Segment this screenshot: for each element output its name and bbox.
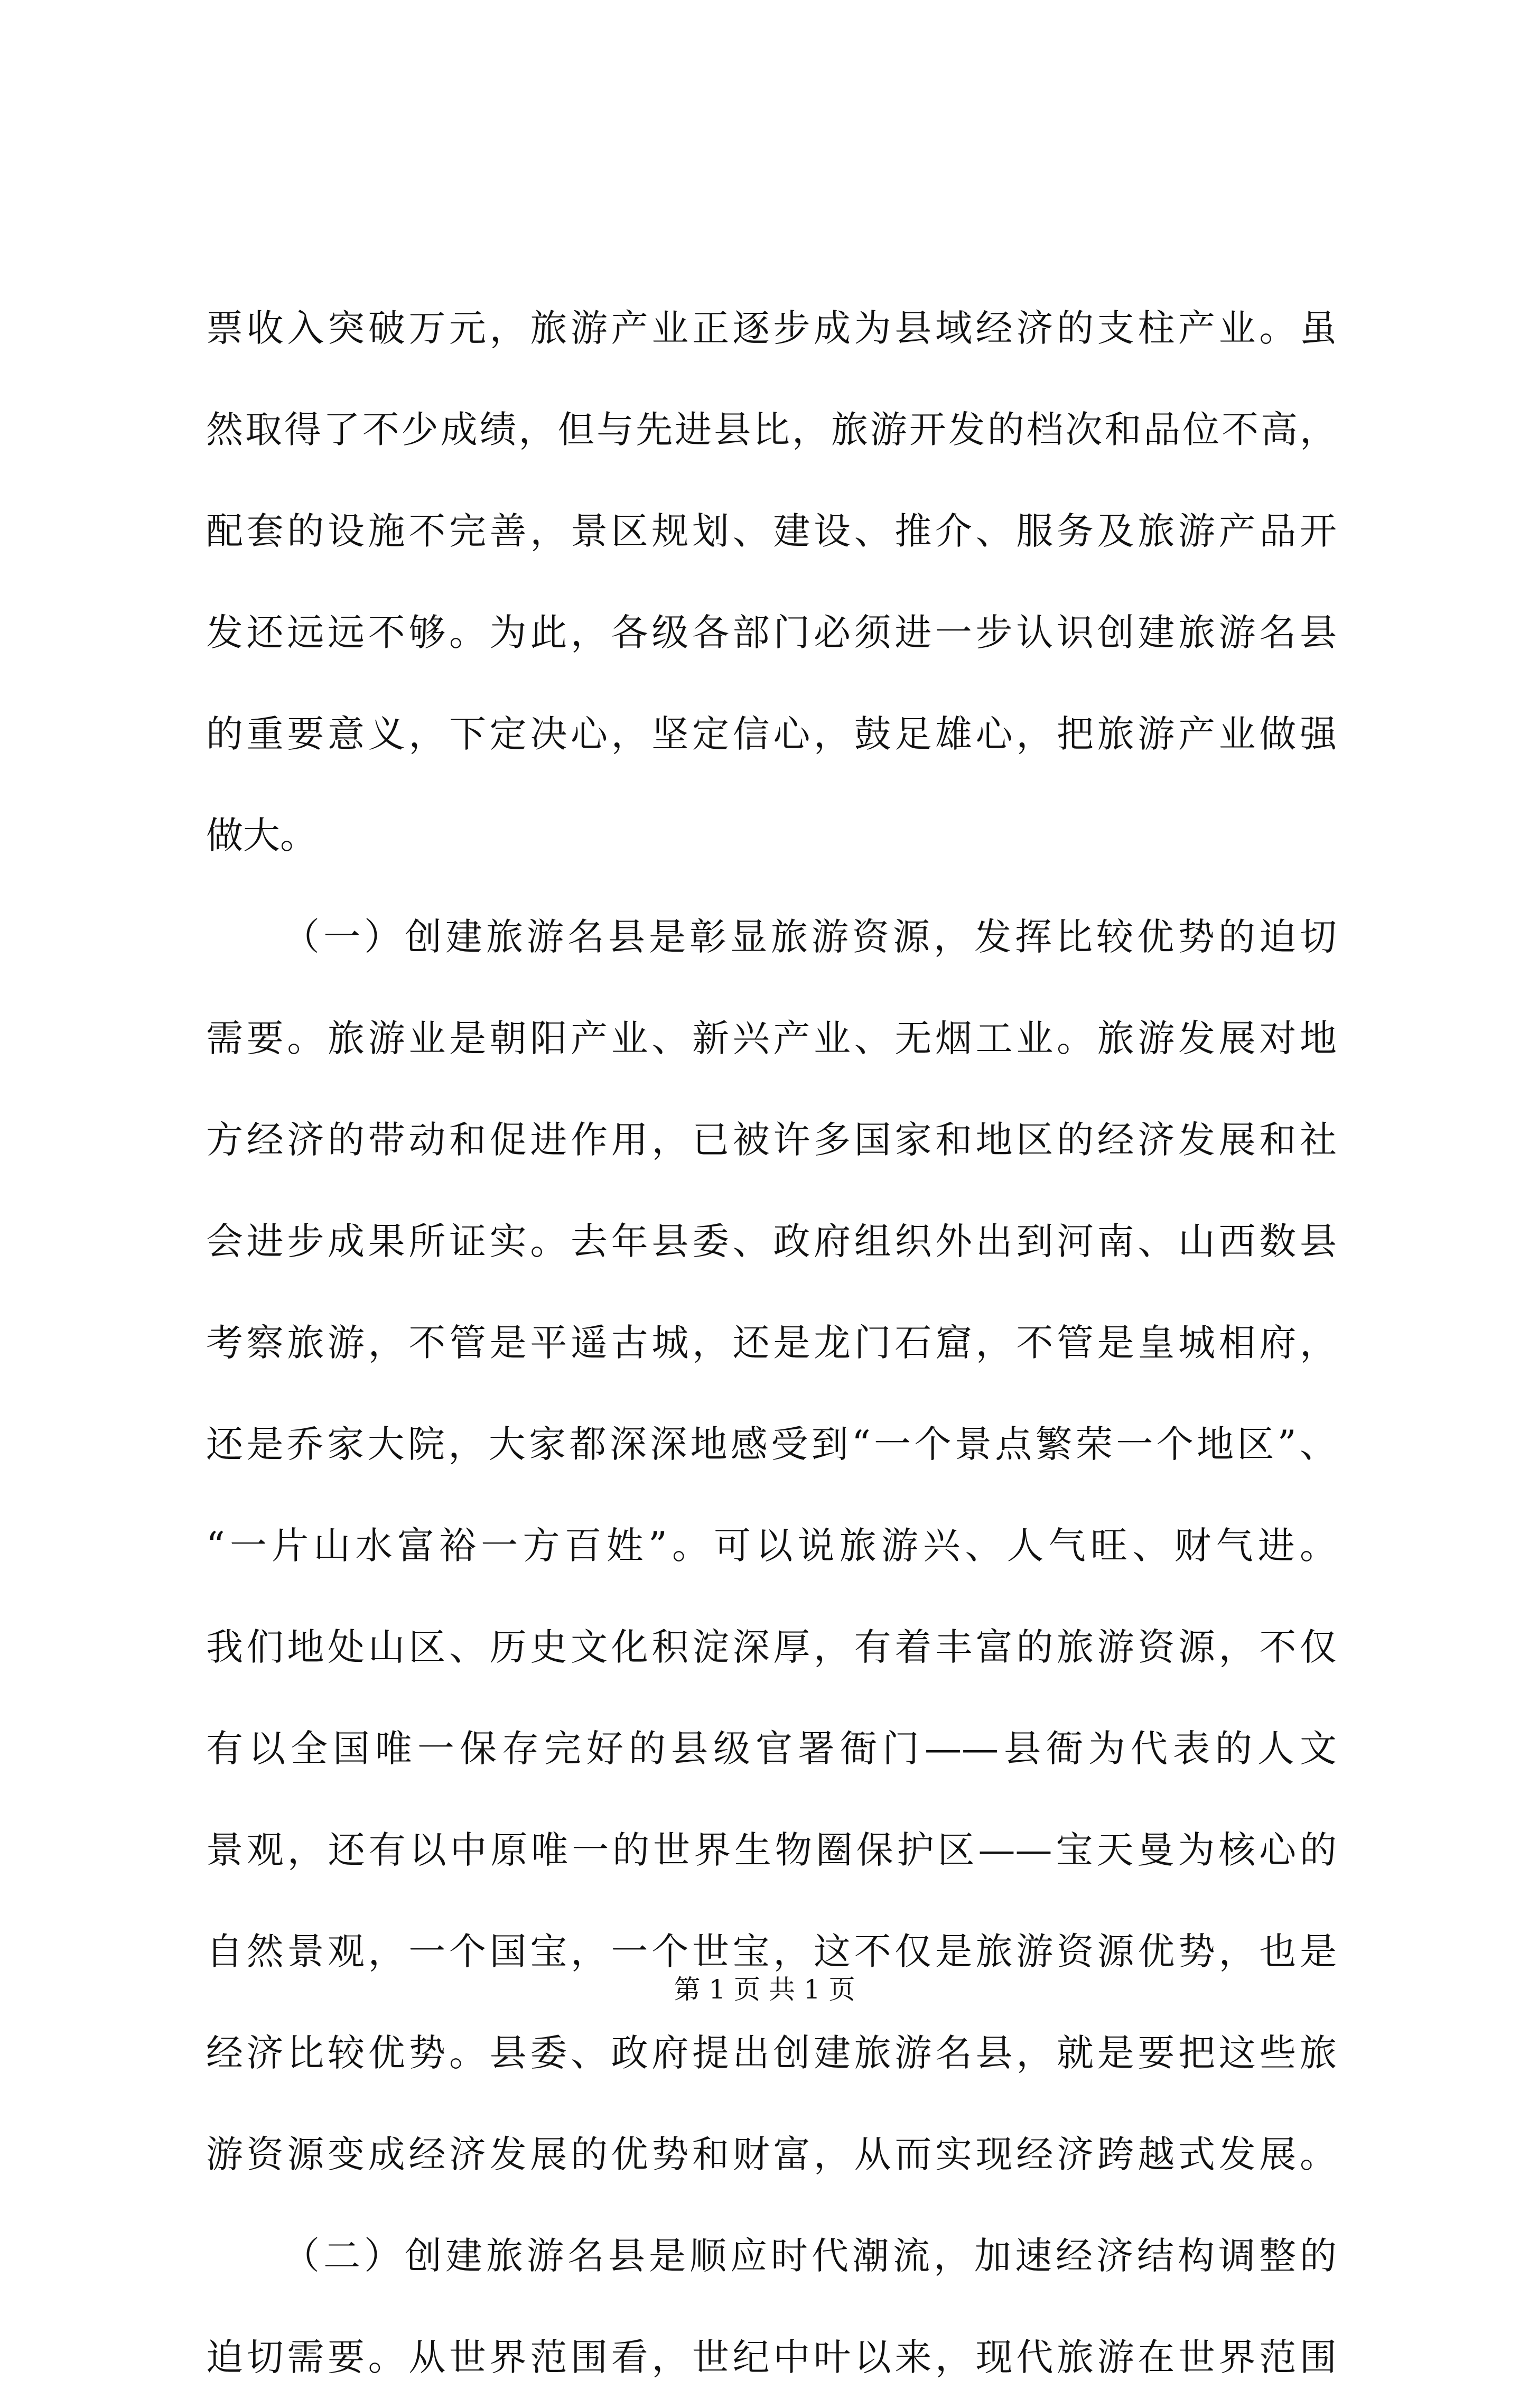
paragraph	[206, 277, 1337, 886]
text-line: 的重要意义，下定决心，坚定信心，鼓足雄心，把旅游产业做强	[206, 712, 1337, 756]
text-line: 自然景观，一个国宝，一个世宝，这不仅是旅游资源优势，也是	[206, 1930, 1337, 1973]
page-footer: 第 1 页 共 1 页	[674, 1974, 855, 2005]
text-line: 迫切需要。从世界范围看，世纪中叶以来，现代旅游在世界范围	[206, 2336, 1337, 2379]
text-line: （二）创建旅游名县是顺应时代潮流，加速经济结构调整的	[283, 2234, 1337, 2277]
text-line: 还是乔家大院，大家都深深地感受到“一个景点繁荣一个地区”、	[206, 1423, 1337, 1466]
document-body	[206, 277, 1337, 2408]
text-line: 会进步成果所证实。去年县委、政府组织外出到河南、山西数县	[206, 1220, 1337, 1263]
text-line: 考察旅游，不管是平遥古城，还是龙门石窟，不管是皇城相府，	[206, 1321, 1337, 1364]
text-line: 然取得了不少成绩，但与先进县比，旅游开发的档次和品位不高，	[206, 408, 1337, 451]
text-line: （一）创建旅游名县是彰显旅游资源，发挥比较优势的迫切	[283, 915, 1337, 959]
text-line: 游资源变成经济发展的优势和财富，从而实现经济跨越式发展。	[206, 2133, 1337, 2176]
paragraph	[206, 2205, 1337, 2408]
text-line: 票收入突破万元，旅游产业正逐步成为县域经济的支柱产业。虽	[206, 306, 1337, 350]
text-line: 需要。旅游业是朝阳产业、新兴产业、无烟工业。旅游发展对地	[206, 1017, 1337, 1060]
text-line: 有以全国唯一保存完好的县级官署衙门——县衙为代表的人文	[206, 1727, 1337, 1770]
text-line: 我们地处山区、历史文化积淀深厚，有着丰富的旅游资源，不仅	[206, 1625, 1337, 1669]
text-line: 经济比较优势。县委、政府提出创建旅游名县，就是要把这些旅	[206, 2031, 1337, 2075]
text-line: 方经济的带动和促进作用，已被许多国家和地区的经济发展和社	[206, 1118, 1337, 1161]
text-line: “一片山水富裕一方百姓”。可以说旅游兴、人气旺、财气进。	[206, 1524, 1337, 1567]
text-line: 配套的设施不完善，景区规划、建设、推介、服务及旅游产品开	[206, 509, 1337, 553]
text-line: 发还远远不够。为此，各级各部门必须进一步认识创建旅游名县	[206, 611, 1337, 654]
text-line: 景观，还有以中原唯一的世界生物圈保护区——宝天曼为核心的	[206, 1828, 1337, 1872]
text-line: 做大。	[206, 814, 317, 857]
